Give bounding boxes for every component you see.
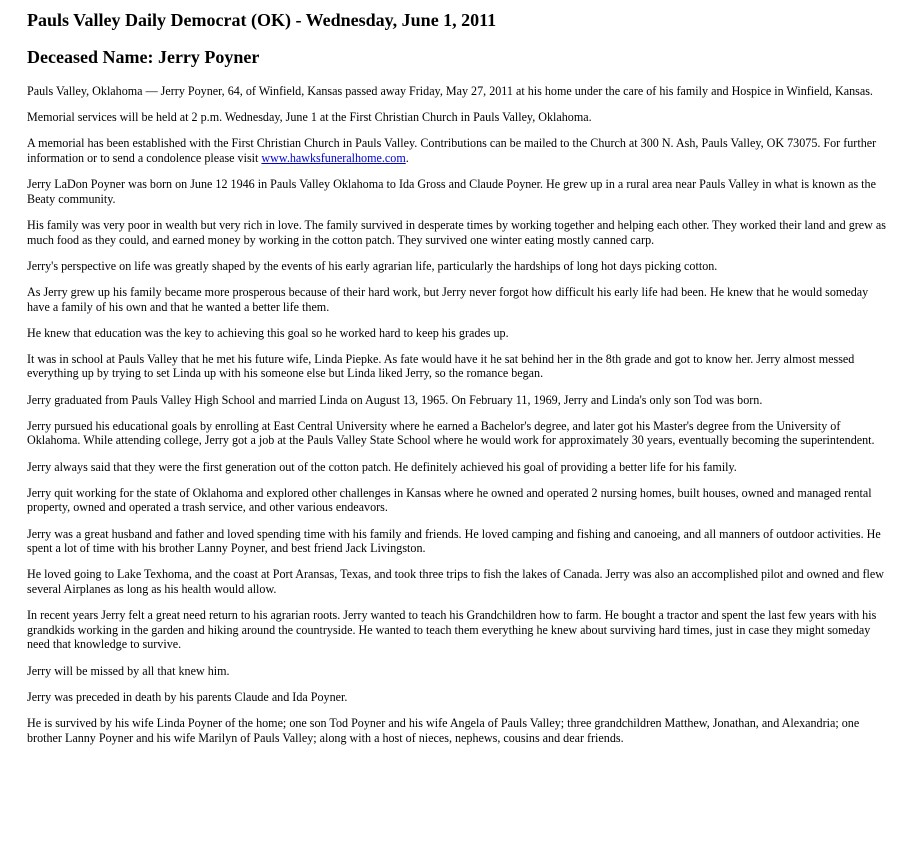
paragraph-graduation: Jerry graduated from Pauls Valley High School and married Linda on August 13, 1965. On February 11, 1969, Jerry and Linda's only son Tod was born. xyxy=(27,392,763,407)
paragraph-family: His family was very poor in wealth but very rich in love. The family survived in desperate times by working together and helping each other. They worked their land and grew as much food as they could, and earned money by working in the cotton patch. They survived one winter eating mostly canned carp. xyxy=(27,217,886,247)
memorial-text-end: . xyxy=(405,150,409,165)
paragraph-cotton-patch: Jerry always said that they were the first generation out of the cotton patch. He definitely achieved his goal of providing a better life for his family. xyxy=(27,459,737,474)
paragraph-agrarian: In recent years Jerry felt a great need return to his agrarian roots. Jerry wanted to teach his Grandchildren how to farm. He bought a tractor and spent the last few years with his grandkids working in the garden and hiking around the countryside. He wanted to teach them everything he knew about surviving hard times, just in case they might someday need that knowledge to survive. xyxy=(27,608,877,652)
paragraph-prosperous: As Jerry grew up his family became more prosperous because of their hard work, but Jerry never forgot how difficult his early life had been. He knew that he would someday have a family of his own and that he wanted a better life them. xyxy=(27,284,869,314)
paragraph-services: Memorial services will be held at 2 p.m. Wednesday, June 1 at the First Christian Church in Pauls Valley, Oklahoma. xyxy=(27,110,592,125)
paragraph-school: It was in school at Pauls Valley that he met his future wife, Linda Piepke. As fate would have it he sat behind her in the 8th grade and got to know her. Jerry almost messed everything up by trying to set Linda up with his someone else but Linda liked Jerry, so the romance began. xyxy=(27,351,855,381)
paragraph-birth: Jerry LaDon Poyner was born on June 12 1946 in Pauls Valley Oklahoma to Ida Gross and Claude Poyner. He grew up in a rural area near Pauls Valley in what is known as the Beaty community. xyxy=(27,177,876,206)
paragraph-missed: Jerry will be missed by all that knew him. xyxy=(27,663,230,678)
deceased-name-heading: Deceased Name: Jerry Poyner xyxy=(27,47,260,67)
paragraph-preceded: Jerry was preceded in death by his parents Claude and Ida Poyner. xyxy=(27,689,348,704)
paragraph-texhoma: He loved going to Lake Texhoma, and the coast at Port Aransas, Texas, and took three trips to fish the lakes of Canada. Jerry was also an accomplished pilot and owned and flew several Airplanes as long as his health would allow. xyxy=(27,567,884,596)
paragraph-university: Jerry pursued his educational goals by enrolling at East Central University where he earned a Bachelor's degree, and later got his Master's degree from the University of Oklahoma. While attending college, Jerry got a job at the Pauls Valley State School where he would work for approximately 30 years, eventually becoming the superintendent. xyxy=(27,418,875,448)
paragraph-husband: Jerry was a great husband and father and loved spending time with his family and friends. He loved camping and fishing and canoeing, and all manners of outdoor activities. He spent a lot of time with his brother Lanny Poyner, and best friend Jack Livingston. xyxy=(27,526,881,556)
paragraph-memorial xyxy=(27,136,892,165)
paragraph-kansas: Jerry quit working for the state of Oklahoma and explored other challenges in Kansas where he owned and operated 2 nursing homes, built houses, owned and managed rental property, owned and operated a trash service, and other various endeavors. xyxy=(27,485,872,515)
paragraph-education: He knew that education was the key to achieving this goal so he worked hard to keep his grades up. xyxy=(27,325,509,340)
paragraph-intro: Pauls Valley, Oklahoma — Jerry Poyner, 64, of Winfield, Kansas passed away Friday, May 27, 2011 at his home under the care of his family and Hospice in Winfield, Kansas. xyxy=(27,84,873,98)
funeral-home-link[interactable]: www.hawksfuneralhome.com xyxy=(261,150,406,165)
memorial-text: A memorial has been established with the First Christian Church in Pauls Valley. Contributions can be mailed to the Church at 300 N. Ash, Pauls Valley, OK 73075. For further information or to send a condolence please visit xyxy=(27,136,877,165)
page-title: Pauls Valley Daily Democrat (OK) - Wednesday, June 1, 2011 xyxy=(27,10,497,30)
paragraph-perspective: Jerry's perspective on life was greatly shaped by the events of his early agrarian life, particularly the hardships of long hot days picking cotton. xyxy=(27,258,718,273)
paragraph-survived: He is survived by his wife Linda Poyner of the home; one son Tod Poyner and his wife Angela of Pauls Valley; three grandchildren Matthew, Jonathan, and Alexandria; one brother Lanny Poyner and his wife Marilyn of Pauls Valley; along with a host of nieces, nephews, cousins and dear friends. xyxy=(27,715,860,745)
